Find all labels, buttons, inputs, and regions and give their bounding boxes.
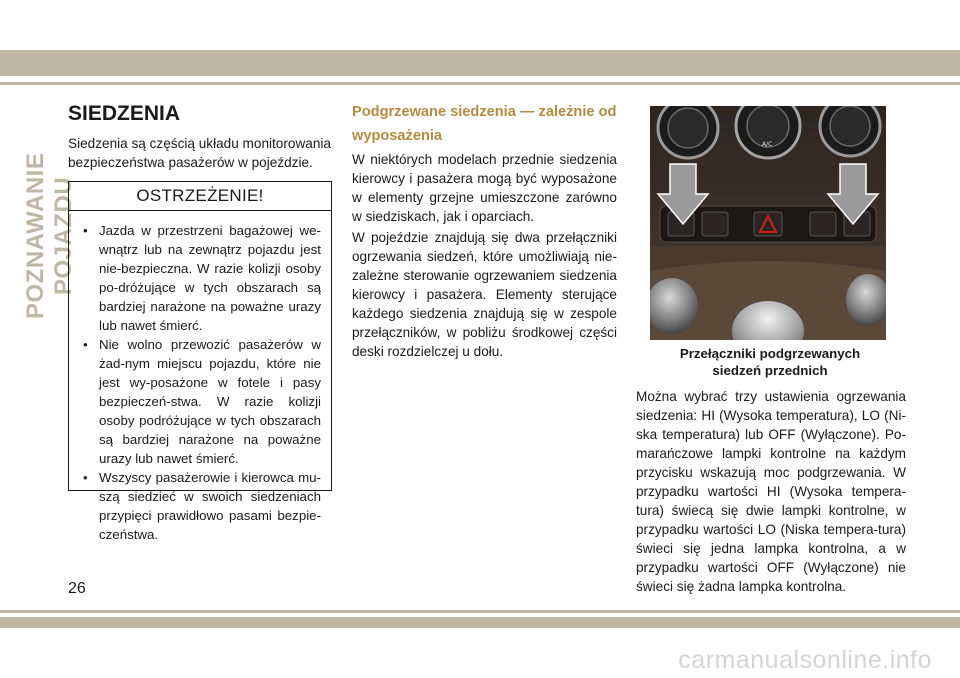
side-label-text: POZNAWANIE POJAZDU [22,152,77,320]
top-rule [0,82,960,85]
bottom-rule [0,610,960,613]
warning-list [69,211,331,544]
ac-label: A/C [762,141,773,148]
side-section-label [22,100,77,372]
section-title-seats: SIEDZENIA [68,102,181,125]
warning-item: • Wszyscy pasażerowie i kierowca mu-szą siedzieć w swoich siedzeniach przypięci prawidłowo pasami bezpie-czeństwa. [81,468,321,544]
section-title-heated-seats: Podgrzewane siedzenia — zależnie od wyposażenia [352,104,617,144]
page-number: 26 [68,580,86,597]
heated-seat-switches-photo [650,106,886,340]
heated-seats-settings-para: Można wybrać trzy ustawienia ogrzewania siedzenia: HI (Wysoka temperatura), LO (Ni-ska temperatura) lub OFF (Wyłączone). Po-marańczowe lampki kontrolne na każdym przycisku wskazują moc podgrzewania. W przypadku wartości HI (Wysoka tempera-tura) świecą się dwie lampki kontrolne, w przypadku wartości LO (Niska tempera-tura) świeci się jedna lampka kontrolna, a w przypadku wartości OFF (Wyłączone) nie świeci się żadna lampka kontrolna. [636,389,906,594]
heated-seats-para-2: W pojeździe znajdują się dwa przełączniki ogrzewania siedzeń, które umożliwiają nie-zależne sterowanie ogrzewaniem siedzenia kierowcy i pasażera. Elementy sterujące każdego siedzenia znajdują się w zespole przełączników, w pobliżu środkowej części deski rozdzielczej u dołu. [352,230,617,359]
watermark: carmanualsonline.info [678,646,932,674]
bottom-band [0,617,960,628]
warning-title: OSTRZEŻENIE! [69,182,331,211]
top-band [0,50,960,76]
warning-item: • Nie wolno przewozić pasażerów w żad-nym miejscu pojazdu, które nie jest wy-posażone w fotele i pasy bezpieczeń-stwa. W razie kolizji osoby podróżujące w tych obszarach są bardziej narażone na poważne urazy lub nawet śmierć. [81,335,321,468]
seats-intro: Siedzenia są częścią układu monitorowania bezpieczeństwa pasażerów w pojeździe. [68,136,331,170]
caption-line-1: Przełączniki podgrzewanych [679,346,861,361]
figure-caption [650,345,890,379]
heated-seats-para-1: W niektórych modelach przednie siedzenia kierowcy i pasażera mogą być wyposażone w elementy grzejne umieszczone zarówno w siedziskach, jak i oparciach. [352,152,617,224]
warning-box [68,181,332,542]
warning-item: • Jazda w przestrzeni bagażowej we-wnątrz lub na zewnątrz pojazdu jest nie-bezpieczna. W razie kolizji osoby po-dróżujące w tych obszarach są bardziej narażone na poważne urazy lub nawet śmierć. [81,221,321,335]
caption-line-2: siedzeń przednich [712,363,828,378]
